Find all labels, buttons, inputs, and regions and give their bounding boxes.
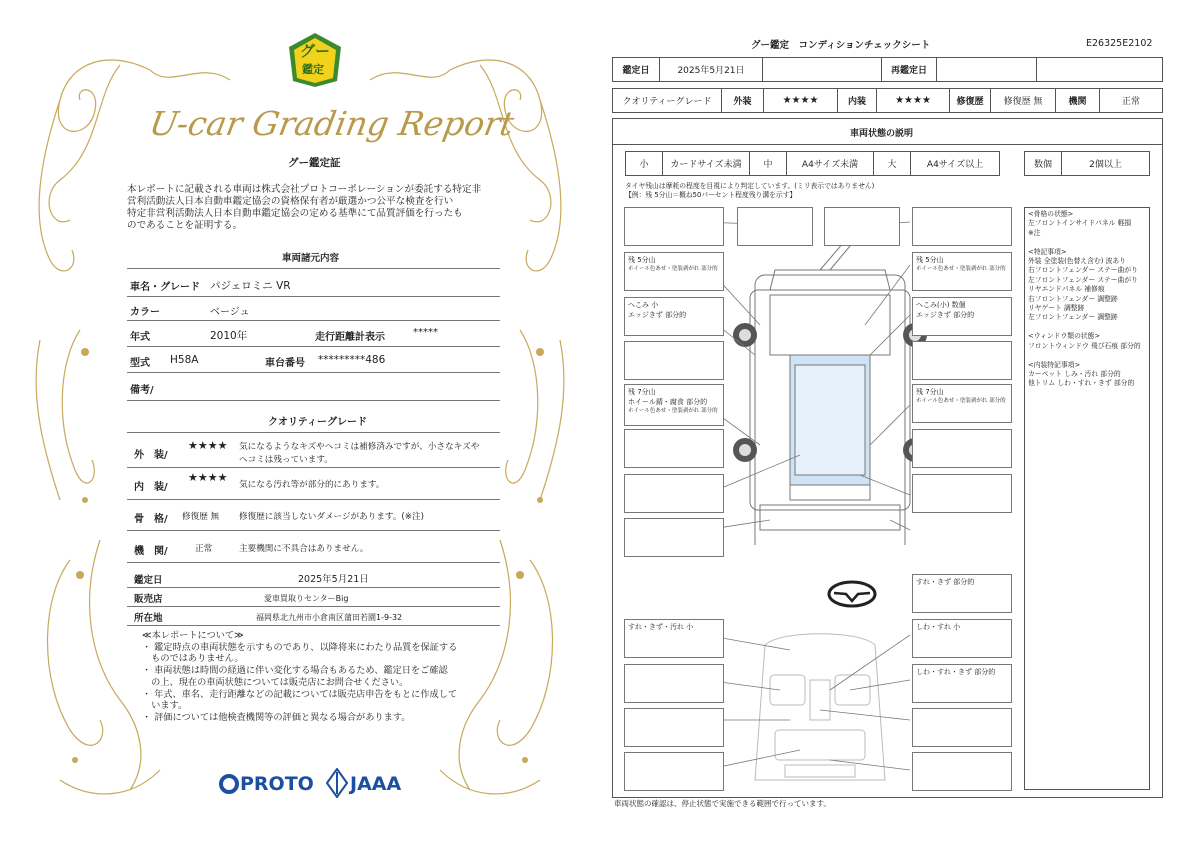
int-label: 内装 [837, 88, 877, 113]
legend-large-label: 大 [873, 151, 911, 176]
damage-box-int-right-3 [912, 708, 1012, 747]
redate-label: 再鑑定日 [881, 57, 937, 82]
color-value: ベージュ [210, 307, 250, 318]
divider [127, 530, 500, 531]
car-name-value: パジェロミニ VR [210, 280, 291, 292]
damage-box-int-right-2: しわ・すれ・きず 部分的 [912, 664, 1012, 703]
divider [127, 320, 500, 321]
divider [612, 144, 1163, 145]
exterior-comment-2: ヘコミは残っています。 [239, 455, 333, 465]
int-stars: ★★★★ [876, 88, 950, 113]
damage-box-int-right-4 [912, 752, 1012, 791]
damage-box-front-left [624, 207, 724, 246]
legend-small-label: 小 [625, 151, 663, 176]
car-name-label: 車名・グレード [130, 282, 200, 293]
damage-box-rear-left [624, 518, 724, 557]
engine-comment: 主要機関に不具合はありません。 [239, 544, 369, 554]
shop-value: 愛車買取りセンターBig [264, 594, 349, 603]
chassis-value: *********486 [318, 354, 386, 366]
quality-title: クオリティーグレード [268, 417, 367, 428]
mileage-value: ***** [413, 327, 438, 338]
mileage-label: 走行距離計表示 [315, 332, 385, 343]
divider [127, 346, 500, 347]
date-value: 2025年5月21日 [659, 57, 763, 82]
qg-label: クオリティーグレード [612, 88, 722, 113]
damage-box-rr-tire: 残 7分山 ホイール色あせ・塗装剥がれ 部分的 [912, 384, 1012, 423]
damage-box-front-center-r [824, 207, 900, 246]
divider [127, 587, 500, 588]
engine-label: 機 関/ [134, 546, 168, 557]
steering-wheel-icon [826, 579, 878, 609]
condition-check-sheet [600, 0, 1200, 848]
count-value: 2個以上 [1061, 151, 1150, 176]
sheet-footer: 車両状態の確認は、停止状態で実施できる範囲で行っています。 [614, 799, 831, 808]
interior-label: 内 装/ [134, 482, 168, 493]
redate-value [936, 57, 1037, 82]
repair-label: 修復歴 [949, 88, 991, 113]
legend-small-desc: カードサイズ未満 [662, 151, 750, 176]
chassis-label: 車台番号 [265, 358, 305, 369]
damage-box-front-right [912, 207, 1012, 246]
exterior-comment-1: 気になるようなキズやヘコミは補修済みですが、小さなキズや [239, 442, 480, 452]
sheet-title: グー鑑定 コンディションチェックシート [751, 40, 931, 51]
engine-label: 機関 [1055, 88, 1100, 113]
interior-stars: ★★★★ [188, 471, 228, 484]
logo-bottom-text: 鑑定 [302, 63, 324, 76]
cert-title: グー鑑定証 [288, 157, 341, 169]
divider [127, 606, 500, 607]
damage-box-int-left-2 [624, 664, 724, 703]
repair-value: 修復歴 無 [990, 88, 1056, 113]
remarks-label: 備考/ [130, 385, 154, 396]
divider [127, 400, 500, 401]
proto-logo: PROTO [240, 773, 314, 795]
legend-medium-desc: A4サイズ未満 [786, 151, 874, 176]
damage-box-fr-body: へこみ(小) 数個 エッジきず 部分的 [912, 297, 1012, 336]
ext-label: 外装 [721, 88, 764, 113]
blank-cell [762, 57, 882, 82]
damage-box-right-mid [912, 341, 1012, 380]
desc-title: 車両状態の説明 [850, 129, 914, 139]
exterior-stars: ★★★★ [188, 439, 228, 452]
intro-text: 本レポートに記載される車両は株式会社プロトコーポレーションが委託する特定非 営利活動法人日本自動車鑑定協会の資格保有者が厳選かつ公平な検査を行い 特定非営利活動法人日本自動車鑑定協会の定める基準にて品質評価を行ったも のであることを証明する。 [127, 184, 482, 231]
damage-box-fl-body: へこみ 小 エッジきず 部分的 [624, 297, 724, 336]
jaaa-logo-icon [326, 768, 348, 798]
address-label: 所在地 [134, 613, 163, 624]
interior-comment: 気になる汚れ等が部分的にあります。 [239, 480, 385, 490]
divider [127, 562, 500, 563]
engine-status: 正常 [195, 544, 213, 554]
engine-value: 正常 [1099, 88, 1163, 113]
appraisal-date-value: 2025年5月21日 [298, 574, 369, 585]
count-label: 数個 [1024, 151, 1062, 176]
damage-box-fr-tire: 残 5分山 ホイール色あせ・塗装剥がれ 部分的 [912, 252, 1012, 291]
car-interior-diagram [720, 620, 920, 790]
divider [127, 296, 500, 297]
year-label: 年式 [130, 332, 150, 343]
model-value: H58A [170, 354, 199, 366]
tire-note-2: 【例：残 5分山＝概ね50パーセント程度残り溝を示す】 [625, 191, 797, 199]
damage-box-left-mid [624, 341, 724, 380]
damage-box-fl-tire: 残 5分山 ホイール色あせ・塗装剥がれ 部分的 [624, 252, 724, 291]
divider [127, 268, 500, 269]
damage-box-front-center-l [737, 207, 813, 246]
divider [127, 499, 500, 500]
damage-box-right-rear-2 [912, 474, 1012, 513]
logo-top-text: グー [300, 42, 331, 60]
shop-label: 販売店 [134, 594, 163, 605]
proto-logo-icon [218, 773, 240, 795]
tire-note-1: タイヤ残山は摩耗の程度を目視により判定しています。(ミリ表示ではありません) [625, 182, 875, 190]
model-label: 型式 [130, 358, 150, 369]
damage-box-int-right: しわ・すれ 小 [912, 619, 1012, 658]
damage-box-left-rear [624, 429, 724, 468]
divider [127, 625, 500, 626]
damage-box-int-left-4 [624, 752, 724, 791]
damage-box-left-rear-2 [624, 474, 724, 513]
about-title: ≪本レポートについて≫ [142, 630, 244, 641]
notes-text: <骨格の状態> 左フロントインサイドパネル 軽損 ※注 <特記事項> 外装 全塗装(色替え含む) 波あり 右フロントフェンダー ステー曲がり 左フロントフェンダー ステー曲がり リヤエンドパネル 補修痕 右フロントフェンダー 調整跡 リヤゲート 調整跡 左フロントフェンダー 調整跡 <ウィンドウ類の状態> フロントウィンドウ 飛び石痕 部分的 <内装特記事項> カーペット しみ・汚れ 部分的 他トリム しわ・すれ・きず 部分的 [1028, 210, 1141, 388]
divider [127, 372, 500, 373]
ext-stars: ★★★★ [763, 88, 838, 113]
sheet-code: E26325E2102 [1086, 38, 1153, 49]
color-label: カラー [130, 307, 160, 318]
divider [127, 467, 500, 468]
damage-box-int-left-3 [624, 708, 724, 747]
date-label: 鑑定日 [612, 57, 660, 82]
frame-comment: 修復歴に該当しないダメージがあります。(※注) [239, 512, 424, 522]
year-value: 2010年 [210, 330, 248, 342]
legend-large-desc: A4サイズ以上 [910, 151, 1000, 176]
damage-box-rl-tire: 残 7分山 ホイール錆・腐食 部分的 ホイール色あせ・塗装剥がれ 部分的 [624, 384, 724, 426]
exterior-label: 外 装/ [134, 450, 168, 461]
frame-label: 骨 格/ [134, 514, 168, 525]
about-section: ≪本レポートについて≫ ・ 鑑定時点の車両状態を示すものであり、以降将来にわたり品質を保証する ものではありません。 ・ 車両状態は時間の経過に伴い変化する場合もあるため、鑑定日をご確認 の上、現在の車両状態については販売店にお問合せください。 ・ 年式、車名、走行距離などの記載については販売店申告をもとに作成して います。 ・ 評価については他検査機関等の評価と異なる場合があります。 [142, 630, 502, 724]
damage-box-right-rear [912, 429, 1012, 468]
report-script-title: U-car Grading Report [146, 104, 518, 143]
appraisal-date-label: 鑑定日 [134, 575, 163, 586]
jaaa-logo: JAAA [350, 773, 402, 795]
blank-cell [1036, 57, 1163, 82]
divider [127, 432, 500, 433]
damage-box-steering: すれ・きず 部分的 [912, 574, 1012, 613]
spec-title: 車両諸元内容 [282, 253, 340, 264]
damage-box-int-left: すれ・きず・汚れ 小 [624, 619, 724, 658]
address-value: 福岡県北九州市小倉南区蒲田若園1-9-32 [256, 613, 403, 622]
frame-status: 修復歴 無 [182, 512, 220, 522]
legend-medium-label: 中 [749, 151, 787, 176]
